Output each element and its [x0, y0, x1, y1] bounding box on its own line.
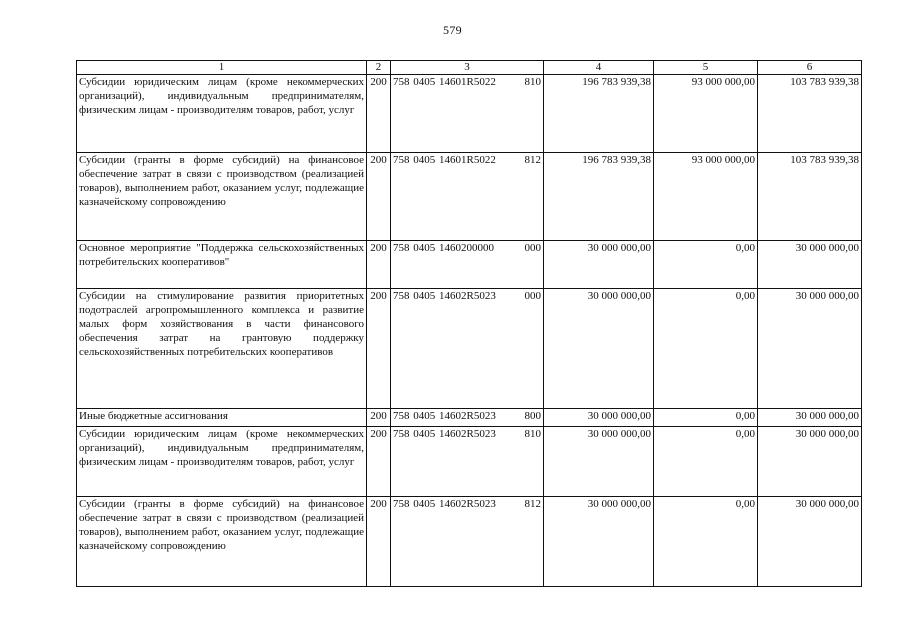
table-body: [77, 75, 862, 587]
budget-table: [76, 60, 862, 587]
row-budget-code: [391, 409, 544, 427]
header-row: [77, 61, 862, 75]
row-col4-amount: 30 000 000,00: [544, 497, 654, 587]
row-classification-code: 758 0405 1460200000: [393, 242, 494, 254]
row-col2-value: 200: [367, 75, 391, 153]
row-col6-amount: 103 783 939,38: [758, 153, 862, 241]
row-classification-code: 758 0405 14602R5023: [393, 410, 496, 422]
row-col4-amount: 196 783 939,38: [544, 75, 654, 153]
header-col-6: 6: [758, 61, 862, 75]
row-classification-code: 758 0405 14601R5022: [393, 76, 496, 88]
row-col4-amount: 30 000 000,00: [544, 241, 654, 289]
row-budget-code: [391, 497, 544, 587]
row-budget-code: [391, 241, 544, 289]
row-col5-amount: 93 000 000,00: [654, 75, 758, 153]
row-description: Субсидии (гранты в форме субсидий) на финансовое обеспечение затрат в связи с производством (реализацией товаров), выполнением работ, оказанием услуг, подлежащие казначейскому сопровождению: [77, 153, 367, 241]
row-col5-amount: 93 000 000,00: [654, 153, 758, 241]
row-description: Субсидии на стимулирование развития приоритетных подотраслей агропромышленного комплекса и развитие малых форм хозяйствования в части финансового обеспечения затрат на грантовую поддержку сельскохозяйственных потребительских кооперативов: [77, 289, 367, 409]
table-row: [77, 289, 862, 409]
row-col6-amount: 30 000 000,00: [758, 427, 862, 497]
row-col2-value: 200: [367, 427, 391, 497]
row-col4-amount: 196 783 939,38: [544, 153, 654, 241]
row-expense-type: 800: [524, 410, 541, 422]
row-budget-code: [391, 427, 544, 497]
row-classification-code: 758 0405 14601R5022: [393, 154, 496, 166]
row-classification-code: 758 0405 14602R5023: [393, 498, 496, 510]
row-col4-amount: 30 000 000,00: [544, 427, 654, 497]
table-row: [77, 427, 862, 497]
row-col6-amount: 30 000 000,00: [758, 241, 862, 289]
row-col5-amount: 0,00: [654, 427, 758, 497]
row-col4-amount: 30 000 000,00: [544, 409, 654, 427]
row-expense-type: 000: [524, 242, 541, 254]
row-expense-type: 000: [524, 290, 541, 302]
header-col-4: 4: [544, 61, 654, 75]
row-col5-amount: 0,00: [654, 497, 758, 587]
table-row: [77, 497, 862, 587]
header-col-5: 5: [654, 61, 758, 75]
table-row: [77, 153, 862, 241]
table-row: [77, 241, 862, 289]
table-header: [77, 61, 862, 75]
row-col6-amount: 103 783 939,38: [758, 75, 862, 153]
row-col5-amount: 0,00: [654, 409, 758, 427]
row-col2-value: 200: [367, 241, 391, 289]
row-col6-amount: 30 000 000,00: [758, 497, 862, 587]
row-col2-value: 200: [367, 153, 391, 241]
row-description: Субсидии юридическим лицам (кроме некоммерческих организаций), индивидуальным предпринимателям, физическим лицам - производителям товаров, работ, услуг: [77, 427, 367, 497]
row-col2-value: 200: [367, 289, 391, 409]
row-description: Субсидии (гранты в форме субсидий) на финансовое обеспечение затрат в связи с производством (реализацией товаров), выполнением работ, оказанием услуг, подлежащие казначейскому сопровождению: [77, 497, 367, 587]
row-description: Субсидии юридическим лицам (кроме некоммерческих организаций), индивидуальным предпринимателям, физическим лицам - производителям товаров, работ, услуг: [77, 75, 367, 153]
row-col6-amount: 30 000 000,00: [758, 409, 862, 427]
row-col4-amount: 30 000 000,00: [544, 289, 654, 409]
row-description: Основное мероприятие "Поддержка сельскохозяйственных потребительских кооперативов": [77, 241, 367, 289]
row-expense-type: 812: [524, 498, 541, 510]
row-budget-code: [391, 75, 544, 153]
row-budget-code: [391, 289, 544, 409]
row-expense-type: 812: [524, 154, 541, 166]
row-col2-value: 200: [367, 497, 391, 587]
table-row: [77, 75, 862, 153]
header-col-1: 1: [77, 61, 367, 75]
page-number: 579: [443, 23, 462, 37]
row-classification-code: 758 0405 14602R5023: [393, 290, 496, 302]
table-row: [77, 409, 862, 427]
row-expense-type: 810: [524, 428, 541, 440]
row-col5-amount: 0,00: [654, 241, 758, 289]
header-col-3: 3: [391, 61, 544, 75]
row-budget-code: [391, 153, 544, 241]
row-col5-amount: 0,00: [654, 289, 758, 409]
row-description: Иные бюджетные ассигнования: [77, 409, 367, 427]
row-expense-type: 810: [524, 76, 541, 88]
row-col6-amount: 30 000 000,00: [758, 289, 862, 409]
row-col2-value: 200: [367, 409, 391, 427]
row-classification-code: 758 0405 14602R5023: [393, 428, 496, 440]
header-col-2: 2: [367, 61, 391, 75]
